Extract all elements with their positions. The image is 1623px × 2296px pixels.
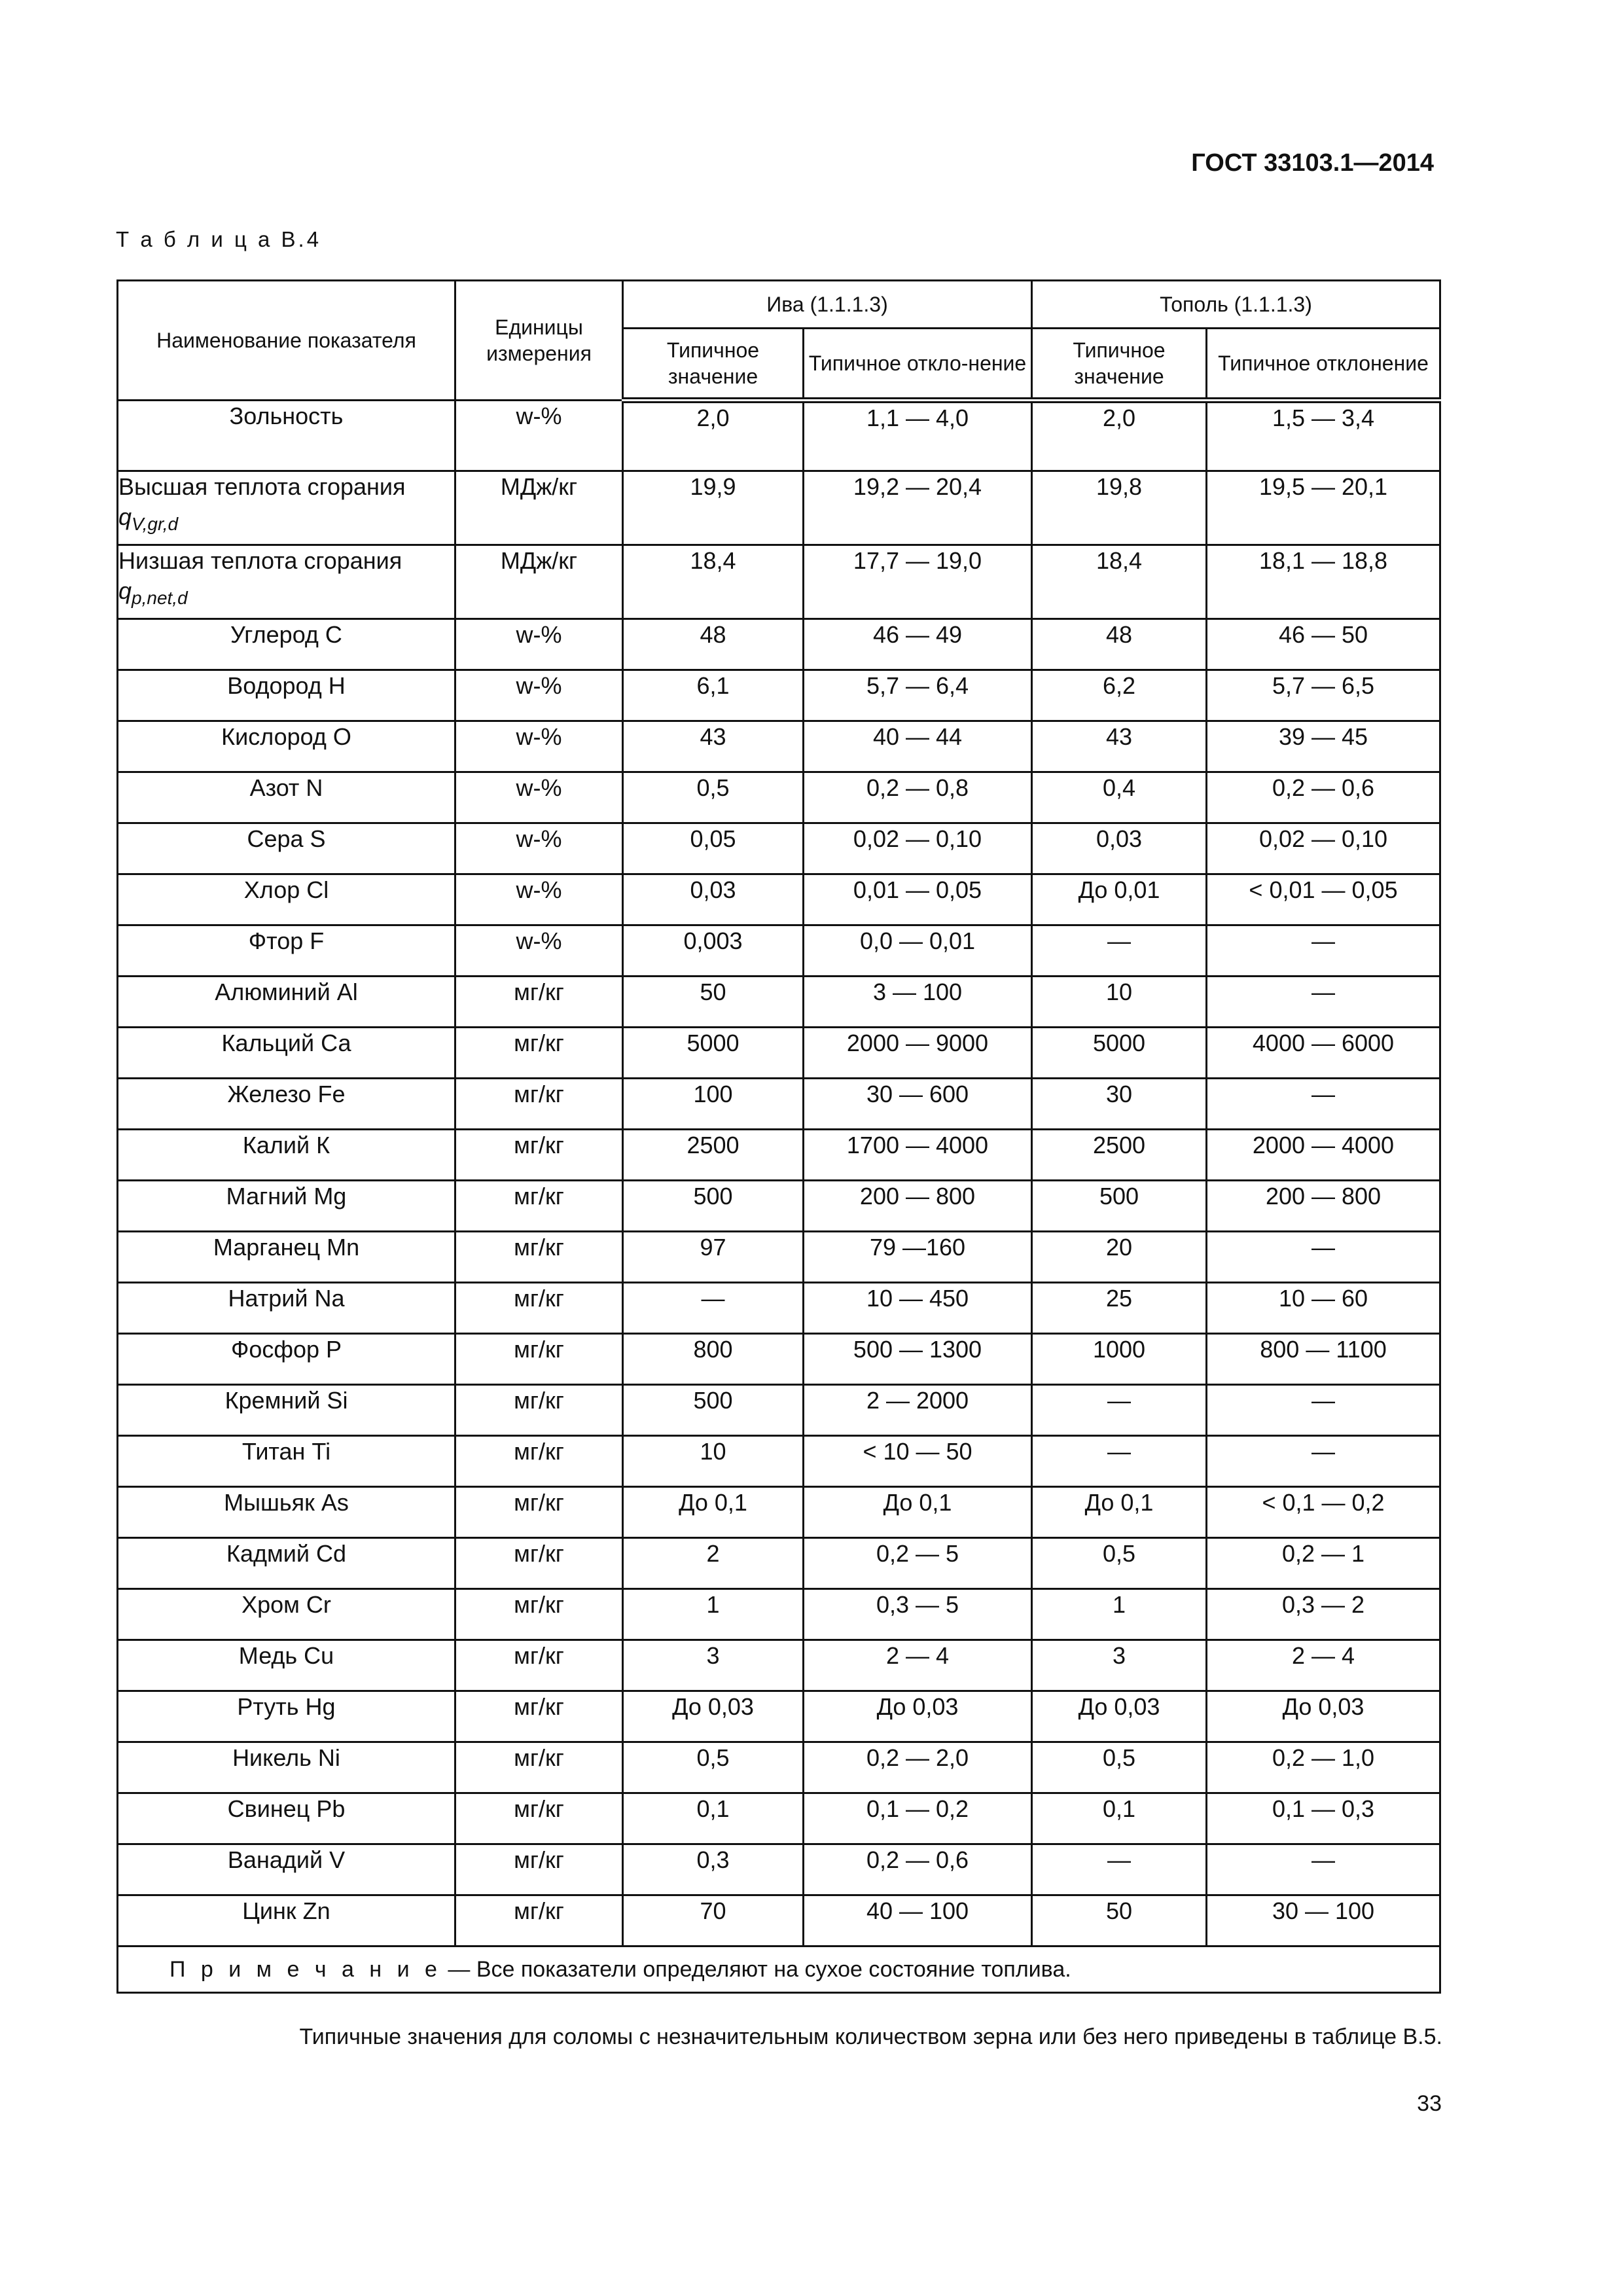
cell-poplar-deviation: —	[1207, 1385, 1440, 1436]
table-row	[118, 1079, 1440, 1130]
cell-willow-deviation: 0,3 — 5	[804, 1589, 1032, 1640]
table-row	[118, 545, 1440, 619]
note-text: — Все показатели определяют на сухое состояние топлива.	[448, 1956, 1071, 1982]
cell-poplar-deviation: 0,2 — 1,0	[1207, 1742, 1440, 1793]
cell-poplar-typical: 500	[1032, 1181, 1207, 1232]
cell-poplar-deviation: 30 — 100	[1207, 1895, 1440, 1946]
cell-willow-deviation: 0,02 — 0,10	[804, 823, 1032, 874]
cell-poplar-deviation: < 0,01 — 0,05	[1207, 874, 1440, 925]
cell-poplar-deviation: 0,2 — 0,6	[1207, 772, 1440, 823]
indicator-name: Ванадий V	[227, 1846, 346, 1873]
cell-poplar-deviation: До 0,03	[1207, 1691, 1440, 1742]
table-body	[118, 401, 1440, 1946]
cell-name	[118, 1028, 455, 1079]
cell-willow-typical: 6,1	[623, 670, 804, 721]
cell-name	[118, 925, 455, 977]
cell-poplar-typical: 19,8	[1032, 471, 1207, 545]
table-row	[118, 1844, 1440, 1895]
cell-poplar-typical: 2,0	[1032, 401, 1207, 471]
indicator-name: Сера S	[247, 825, 326, 852]
cell-name	[118, 1130, 455, 1181]
cell-poplar-deviation: 19,5 — 20,1	[1207, 471, 1440, 545]
cell-unit: МДж/кг	[455, 545, 623, 619]
cell-poplar-deviation: —	[1207, 977, 1440, 1028]
table-row	[118, 1283, 1440, 1334]
indicator-name: Алюминий Al	[215, 978, 358, 1005]
cell-poplar-deviation: —	[1207, 1844, 1440, 1895]
table-row	[118, 1487, 1440, 1538]
cell-name	[118, 1487, 455, 1538]
indicator-name: Натрий Na	[228, 1285, 345, 1312]
cell-willow-deviation: < 10 — 50	[804, 1436, 1032, 1487]
cell-unit: мг/кг	[455, 1538, 623, 1589]
cell-unit: мг/кг	[455, 1232, 623, 1283]
page-number: 33	[1417, 2091, 1442, 2116]
cell-poplar-typical: 50	[1032, 1895, 1207, 1946]
cell-poplar-deviation: 0,02 — 0,10	[1207, 823, 1440, 874]
cell-poplar-deviation: 39 — 45	[1207, 721, 1440, 772]
cell-poplar-typical: 0,1	[1032, 1793, 1207, 1844]
cell-name	[118, 1283, 455, 1334]
cell-poplar-typical: До 0,1	[1032, 1487, 1207, 1538]
cell-name	[118, 1691, 455, 1742]
cell-name	[118, 670, 455, 721]
cell-willow-typical: 10	[623, 1436, 804, 1487]
cell-unit: мг/кг	[455, 1487, 623, 1538]
table-row	[118, 1793, 1440, 1844]
cell-name	[118, 1334, 455, 1385]
cell-name	[118, 545, 455, 619]
cell-poplar-typical: 18,4	[1032, 545, 1207, 619]
cell-poplar-deviation: 10 — 60	[1207, 1283, 1440, 1334]
cell-willow-deviation: 0,0 — 0,01	[804, 925, 1032, 977]
cell-willow-deviation: 19,2 — 20,4	[804, 471, 1032, 545]
table-row	[118, 925, 1440, 977]
cell-willow-deviation: 0,1 — 0,2	[804, 1793, 1032, 1844]
cell-unit: мг/кг	[455, 1181, 623, 1232]
cell-unit: w-%	[455, 823, 623, 874]
table-row	[118, 1589, 1440, 1640]
cell-willow-typical: 0,03	[623, 874, 804, 925]
cell-willow-deviation: 79 —160	[804, 1232, 1032, 1283]
table-row	[118, 1181, 1440, 1232]
cell-name	[118, 1436, 455, 1487]
cell-name	[118, 1742, 455, 1793]
formula-subscript: p,net,d	[132, 588, 188, 609]
indicator-name: Азот N	[249, 774, 323, 801]
cell-name	[118, 471, 455, 545]
cell-poplar-typical: 6,2	[1032, 670, 1207, 721]
table-row	[118, 619, 1440, 670]
cell-willow-deviation: 2000 — 9000	[804, 1028, 1032, 1079]
cell-name	[118, 1232, 455, 1283]
cell-willow-deviation: 5,7 — 6,4	[804, 670, 1032, 721]
table-row	[118, 1028, 1440, 1079]
table-row	[118, 823, 1440, 874]
indicator-name: Ртуть Hg	[237, 1693, 336, 1720]
indicator-name: Зольность	[229, 403, 344, 429]
cell-unit: мг/кг	[455, 1283, 623, 1334]
cell-poplar-typical: 5000	[1032, 1028, 1207, 1079]
table-row	[118, 401, 1440, 471]
cell-unit: мг/кг	[455, 1589, 623, 1640]
data-table	[116, 279, 1441, 1994]
table-row	[118, 1232, 1440, 1283]
cell-willow-deviation: 3 — 100	[804, 977, 1032, 1028]
cell-willow-typical: 500	[623, 1181, 804, 1232]
cell-willow-typical: 500	[623, 1385, 804, 1436]
indicator-name: Углерод С	[230, 621, 342, 648]
cell-poplar-typical: 0,03	[1032, 823, 1207, 874]
table-caption: Т а б л и ц а В.4	[116, 227, 322, 251]
cell-unit: w-%	[455, 670, 623, 721]
cell-poplar-deviation: < 0,1 — 0,2	[1207, 1487, 1440, 1538]
cell-willow-typical: До 0,1	[623, 1487, 804, 1538]
cell-unit: МДж/кг	[455, 471, 623, 545]
table-row	[118, 721, 1440, 772]
cell-poplar-typical: 1000	[1032, 1334, 1207, 1385]
cell-name	[118, 721, 455, 772]
cell-poplar-typical: 25	[1032, 1283, 1207, 1334]
indicator-name: Высшая теплота сгорания	[118, 473, 406, 500]
cell-willow-deviation: 1700 — 4000	[804, 1130, 1032, 1181]
indicator-name: Никель Ni	[232, 1744, 340, 1771]
cell-willow-deviation: 500 — 1300	[804, 1334, 1032, 1385]
cell-poplar-deviation: —	[1207, 1079, 1440, 1130]
cell-name	[118, 401, 455, 471]
cell-willow-typical: 19,9	[623, 471, 804, 545]
cell-willow-typical: 3	[623, 1640, 804, 1691]
cell-poplar-typical: 1	[1032, 1589, 1207, 1640]
table-row	[118, 1895, 1440, 1946]
cell-poplar-deviation: 2000 — 4000	[1207, 1130, 1440, 1181]
cell-name	[118, 1844, 455, 1895]
cell-poplar-deviation: 0,2 — 1	[1207, 1538, 1440, 1589]
indicator-name: Хлор Cl	[243, 876, 329, 903]
indicator-name: Фосфор Р	[230, 1336, 342, 1363]
cell-willow-typical: 2	[623, 1538, 804, 1589]
cell-poplar-deviation: —	[1207, 1436, 1440, 1487]
cell-willow-deviation: До 0,03	[804, 1691, 1032, 1742]
header-poplar-deviation: Типичное отклонение	[1207, 329, 1440, 401]
table-note	[118, 1946, 1440, 1993]
cell-willow-deviation: 0,2 — 0,6	[804, 1844, 1032, 1895]
cell-poplar-deviation: 200 — 800	[1207, 1181, 1440, 1232]
cell-willow-deviation: 0,2 — 0,8	[804, 772, 1032, 823]
cell-willow-deviation: 0,01 — 0,05	[804, 874, 1032, 925]
cell-willow-typical: 0,1	[623, 1793, 804, 1844]
cell-unit: w-%	[455, 721, 623, 772]
cell-poplar-deviation: 5,7 — 6,5	[1207, 670, 1440, 721]
cell-poplar-deviation: 2 — 4	[1207, 1640, 1440, 1691]
cell-name	[118, 619, 455, 670]
cell-name	[118, 1589, 455, 1640]
cell-unit: w-%	[455, 401, 623, 471]
indicator-name: Хром Сr	[241, 1591, 331, 1618]
table-note-row	[118, 1946, 1440, 1993]
cell-willow-typical: 2500	[623, 1130, 804, 1181]
indicator-name: Низшая теплота сгорания	[118, 547, 402, 574]
cell-willow-deviation: 2 — 2000	[804, 1385, 1032, 1436]
cell-willow-deviation: 10 — 450	[804, 1283, 1032, 1334]
cell-willow-typical: —	[623, 1283, 804, 1334]
formula-symbol: q	[118, 503, 132, 530]
cell-willow-deviation: 0,2 — 5	[804, 1538, 1032, 1589]
cell-name	[118, 1538, 455, 1589]
cell-willow-deviation: 40 — 100	[804, 1895, 1032, 1946]
cell-willow-typical: 0,05	[623, 823, 804, 874]
cell-poplar-typical: —	[1032, 1436, 1207, 1487]
indicator-name: Калий К	[242, 1132, 330, 1158]
table-row	[118, 874, 1440, 925]
cell-poplar-deviation: 18,1 — 18,8	[1207, 545, 1440, 619]
cell-poplar-typical: 0,5	[1032, 1538, 1207, 1589]
indicator-name: Цинк Zn	[242, 1897, 330, 1924]
cell-poplar-typical: 3	[1032, 1640, 1207, 1691]
cell-willow-deviation: 1,1 — 4,0	[804, 401, 1032, 471]
cell-poplar-deviation: 1,5 — 3,4	[1207, 401, 1440, 471]
cell-poplar-deviation: 0,1 — 0,3	[1207, 1793, 1440, 1844]
table-row	[118, 1538, 1440, 1589]
table-row	[118, 1130, 1440, 1181]
cell-unit: мг/кг	[455, 1334, 623, 1385]
header-name: Наименование показателя	[118, 281, 455, 401]
cell-poplar-deviation: 46 — 50	[1207, 619, 1440, 670]
cell-willow-deviation: 17,7 — 19,0	[804, 545, 1032, 619]
cell-name	[118, 1385, 455, 1436]
cell-willow-typical: 800	[623, 1334, 804, 1385]
cell-willow-deviation: 200 — 800	[804, 1181, 1032, 1232]
cell-poplar-typical: 30	[1032, 1079, 1207, 1130]
table-row	[118, 1436, 1440, 1487]
cell-unit: w-%	[455, 772, 623, 823]
cell-name	[118, 1895, 455, 1946]
formula-subscript: V,gr,d	[132, 514, 179, 535]
formula-symbol: q	[118, 577, 132, 604]
cell-willow-deviation: До 0,1	[804, 1487, 1032, 1538]
cell-willow-typical: 2,0	[623, 401, 804, 471]
cell-poplar-typical: —	[1032, 1844, 1207, 1895]
indicator-name: Свинец Pb	[227, 1795, 346, 1822]
cell-willow-typical: 70	[623, 1895, 804, 1946]
cell-willow-typical: 18,4	[623, 545, 804, 619]
cell-poplar-typical: —	[1032, 925, 1207, 977]
cell-name	[118, 1640, 455, 1691]
table-row	[118, 471, 1440, 545]
indicator-name: Кислород О	[221, 723, 351, 750]
header-willow-typical: Типичное значение	[623, 329, 804, 401]
cell-unit: мг/кг	[455, 977, 623, 1028]
cell-poplar-deviation: 4000 — 6000	[1207, 1028, 1440, 1079]
cell-unit: мг/кг	[455, 1079, 623, 1130]
cell-willow-typical: 1	[623, 1589, 804, 1640]
table-row	[118, 1640, 1440, 1691]
note-label: П р и м е ч а н и е	[169, 1956, 442, 1982]
header-willow: Ива (1.1.1.3)	[623, 281, 1032, 329]
cell-unit: мг/кг	[455, 1436, 623, 1487]
cell-willow-deviation: 2 — 4	[804, 1640, 1032, 1691]
table-row	[118, 1742, 1440, 1793]
cell-willow-typical: 48	[623, 619, 804, 670]
indicator-name: Титан Ti	[241, 1438, 331, 1465]
cell-poplar-typical: —	[1032, 1385, 1207, 1436]
cell-name	[118, 772, 455, 823]
cell-name	[118, 823, 455, 874]
cell-willow-deviation: 0,2 — 2,0	[804, 1742, 1032, 1793]
cell-willow-typical: 100	[623, 1079, 804, 1130]
cell-poplar-typical: 10	[1032, 977, 1207, 1028]
cell-poplar-deviation: 0,3 — 2	[1207, 1589, 1440, 1640]
indicator-name: Фтор F	[248, 927, 325, 954]
indicator-name: Медь Сu	[238, 1642, 334, 1669]
cell-unit: мг/кг	[455, 1028, 623, 1079]
table-row	[118, 772, 1440, 823]
cell-name	[118, 1793, 455, 1844]
cell-willow-typical: 0,003	[623, 925, 804, 977]
cell-poplar-typical: 43	[1032, 721, 1207, 772]
cell-poplar-typical: 0,4	[1032, 772, 1207, 823]
cell-poplar-typical: До 0,01	[1032, 874, 1207, 925]
indicator-name: Кремний Si	[224, 1387, 348, 1414]
cell-willow-deviation: 46 — 49	[804, 619, 1032, 670]
indicator-name: Магний Mg	[226, 1183, 347, 1210]
indicator-name: Кадмий Cd	[226, 1540, 346, 1567]
cell-name	[118, 1079, 455, 1130]
header-poplar: Тополь (1.1.1.3)	[1032, 281, 1440, 329]
cell-unit: мг/кг	[455, 1793, 623, 1844]
cell-poplar-deviation: —	[1207, 925, 1440, 977]
cell-unit: мг/кг	[455, 1385, 623, 1436]
cell-willow-typical: 0,5	[623, 772, 804, 823]
cell-unit: мг/кг	[455, 1691, 623, 1742]
indicator-name: Железо Fe	[227, 1081, 346, 1107]
cell-poplar-typical: 2500	[1032, 1130, 1207, 1181]
cell-unit: w-%	[455, 874, 623, 925]
table-row	[118, 670, 1440, 721]
cell-unit: мг/кг	[455, 1742, 623, 1793]
table-row	[118, 1385, 1440, 1436]
table-row	[118, 1334, 1440, 1385]
footer-text: Типичные значения для соломы с незначительным количеством зерна или без него приведены в таблице В.5.	[299, 2024, 1442, 2049]
cell-poplar-typical: 20	[1032, 1232, 1207, 1283]
cell-name	[118, 874, 455, 925]
cell-poplar-typical: 48	[1032, 619, 1207, 670]
cell-poplar-typical: 0,5	[1032, 1742, 1207, 1793]
standard-number: ГОСТ 33103.1—2014	[1191, 149, 1434, 177]
cell-willow-typical: 5000	[623, 1028, 804, 1079]
cell-willow-typical: 97	[623, 1232, 804, 1283]
indicator-name: Марганец Mn	[213, 1234, 360, 1261]
cell-unit: мг/кг	[455, 1895, 623, 1946]
cell-unit: мг/кг	[455, 1130, 623, 1181]
table-row	[118, 1691, 1440, 1742]
indicator-name: Кальций Са	[221, 1030, 351, 1056]
cell-willow-typical: 50	[623, 977, 804, 1028]
cell-poplar-typical: До 0,03	[1032, 1691, 1207, 1742]
cell-willow-typical: 43	[623, 721, 804, 772]
cell-willow-deviation: 40 — 44	[804, 721, 1032, 772]
table-row	[118, 977, 1440, 1028]
indicator-name: Мышьяк As	[224, 1489, 349, 1516]
indicator-name: Водород Н	[227, 672, 346, 699]
cell-willow-typical: 0,5	[623, 1742, 804, 1793]
header-willow-deviation: Типичное откло-нение	[804, 329, 1032, 401]
cell-unit: мг/кг	[455, 1844, 623, 1895]
header-units: Единицы измерения	[455, 281, 623, 401]
cell-name	[118, 977, 455, 1028]
cell-willow-typical: До 0,03	[623, 1691, 804, 1742]
header-poplar-typical: Типичное значение	[1032, 329, 1207, 401]
cell-willow-deviation: 30 — 600	[804, 1079, 1032, 1130]
cell-name	[118, 1181, 455, 1232]
cell-unit: мг/кг	[455, 1640, 623, 1691]
cell-unit: w-%	[455, 619, 623, 670]
cell-poplar-deviation: —	[1207, 1232, 1440, 1283]
cell-willow-typical: 0,3	[623, 1844, 804, 1895]
cell-poplar-deviation: 800 — 1100	[1207, 1334, 1440, 1385]
cell-unit: w-%	[455, 925, 623, 977]
